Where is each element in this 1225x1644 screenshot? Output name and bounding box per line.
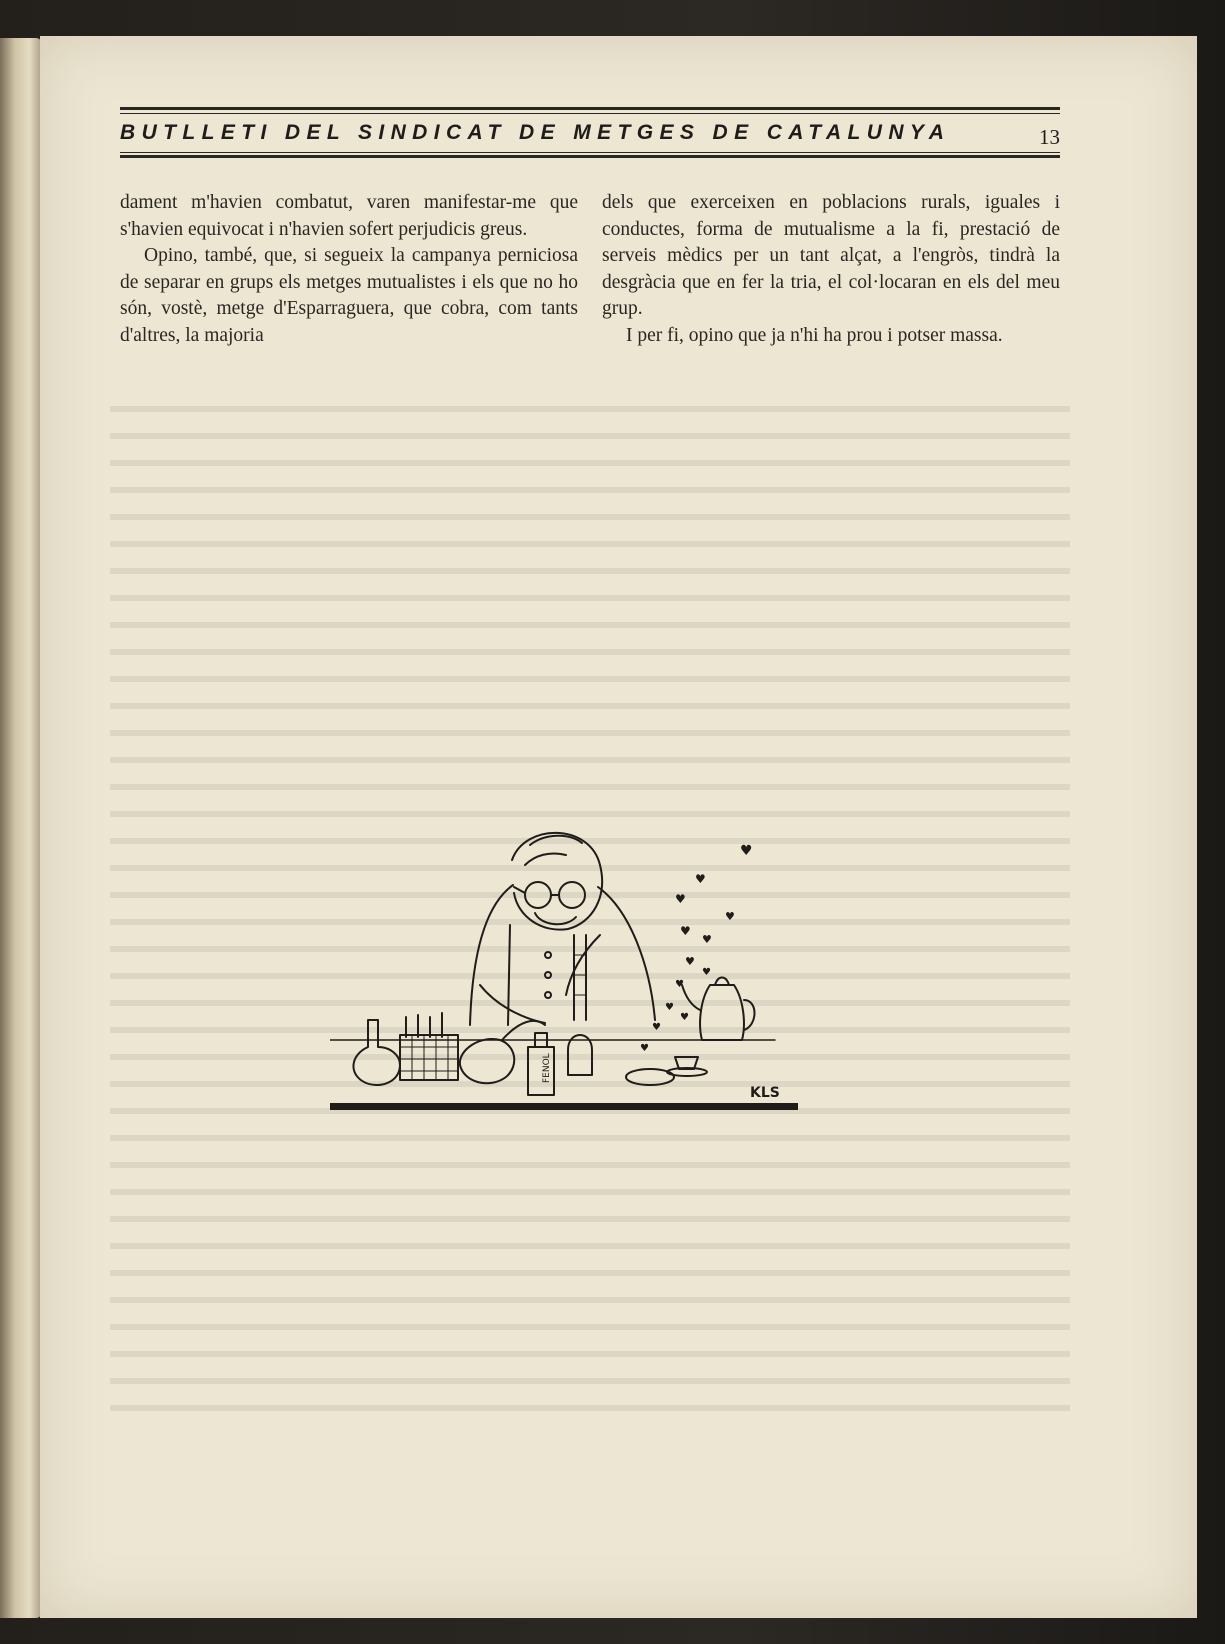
svg-text:♥: ♥	[675, 892, 686, 906]
running-header	[120, 107, 1060, 160]
round-flask-icon	[353, 1020, 400, 1085]
svg-text:♥: ♥	[685, 955, 695, 968]
text-column-left	[120, 190, 578, 349]
base-bar	[330, 1103, 798, 1110]
svg-text:♥: ♥	[740, 843, 753, 859]
svg-text:♥: ♥	[680, 1012, 689, 1023]
svg-text:♥: ♥	[680, 924, 691, 938]
test-tube-rack-icon	[400, 1035, 458, 1080]
book-spine	[0, 38, 42, 1618]
svg-text:♥: ♥	[725, 910, 735, 923]
paragraph: dels que exerceixen en poblacions rurals, iguales i conductes, forma de mutualisme a la fi, prestació de serveis mèdics per un tant alçat, a l'engròs, tindrà la desgràcia que en fer la tria, el col·locaran en els del meu grup.	[602, 192, 1060, 319]
artist-signature: KLS	[750, 1085, 780, 1101]
goggle-left-icon	[525, 882, 551, 908]
distillation-column-icon	[574, 935, 586, 1020]
svg-text:♥: ♥	[702, 967, 711, 978]
paragraph: Opino, també, que, si segueix la campanya perniciosa de separar en grups els metges mutualistes i els que no ho són, vostè, metge d'Esparraguera, que cobra, com tants d'altres, la majoria	[120, 245, 578, 346]
vapor-hearts	[640, 843, 753, 1054]
retort-icon	[460, 1039, 514, 1083]
header-rule-top	[120, 107, 1060, 110]
paragraph: I per fi, opino que ja n'hi ha prou i potser massa.	[626, 324, 1003, 346]
page-number: 13	[1039, 125, 1060, 149]
text-column-right	[602, 190, 1060, 349]
coat-left	[470, 885, 513, 1025]
svg-text:♥: ♥	[665, 1002, 674, 1013]
coat-right	[598, 887, 655, 1020]
svg-text:♥: ♥	[652, 1022, 661, 1033]
plate-icon	[626, 1069, 674, 1085]
svg-text:♥: ♥	[702, 933, 712, 946]
chemist-illustration	[330, 825, 830, 1145]
header-rule-bottom	[120, 155, 1060, 158]
goggle-right-icon	[559, 882, 585, 908]
svg-text:♥: ♥	[695, 872, 706, 886]
svg-text:♥: ♥	[640, 1043, 649, 1054]
bottle-label: FENOL	[542, 1053, 552, 1083]
header-rule-top-thin	[120, 113, 1060, 114]
header-rule-bottom-thin	[120, 152, 1060, 153]
svg-text:♥: ♥	[675, 979, 684, 990]
head-outline	[512, 833, 602, 930]
coffee-pot-icon	[700, 985, 744, 1040]
paragraph: dament m'havien combatut, varen manifestar-me que s'havien equivocat i n'havien sofert perjudicis greus.	[120, 192, 578, 240]
header-title: BUTLLETI DEL SINDICAT DE METGES DE CATALUNYA	[120, 121, 951, 144]
